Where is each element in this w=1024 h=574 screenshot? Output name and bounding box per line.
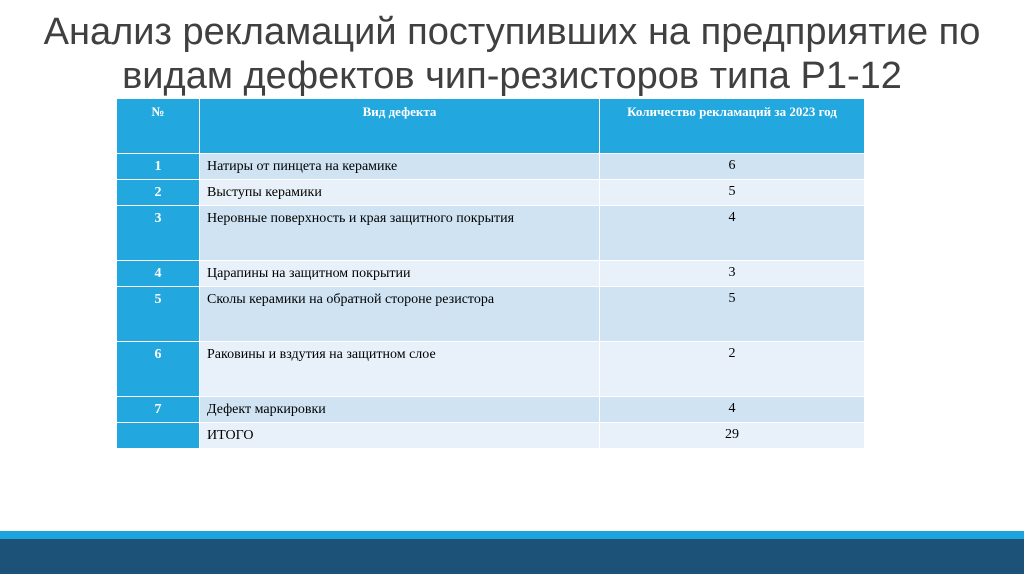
- row-defect: Натиры от пинцета на керамике: [200, 154, 600, 180]
- slide-title-line-2: видам дефектов чип-резисторов типа Р1-12: [122, 55, 902, 97]
- row-defect: Выступы керамики: [200, 180, 600, 206]
- table-row: [117, 397, 865, 423]
- row-count: 3: [600, 261, 865, 287]
- table-total-row: [117, 423, 865, 449]
- defects-table-container: [116, 98, 864, 449]
- header-number: №: [117, 99, 200, 154]
- slide-title: [20, 10, 1004, 98]
- footer-bar: [0, 539, 1024, 574]
- row-number: 3: [117, 206, 200, 261]
- row-defect: Неровные поверхность и края защитного покрытия: [200, 206, 600, 261]
- table-header-row: [117, 99, 865, 154]
- total-label: ИТОГО: [200, 423, 600, 449]
- row-number: 7: [117, 397, 200, 423]
- row-number: 2: [117, 180, 200, 206]
- footer-accent-bar: [0, 531, 1024, 539]
- defects-table: [116, 98, 865, 449]
- table-row: [117, 287, 865, 342]
- table-row: [117, 206, 865, 261]
- row-defect: Царапины на защитном покрытии: [200, 261, 600, 287]
- table-row: [117, 154, 865, 180]
- slide-title-line-1: Анализ рекламаций поступивших на предприятие по: [43, 11, 981, 53]
- row-count: 4: [600, 206, 865, 261]
- table-row: [117, 180, 865, 206]
- row-defect: Раковины и вздутия на защитном слое: [200, 342, 600, 397]
- row-count: 5: [600, 180, 865, 206]
- row-number: 1: [117, 154, 200, 180]
- row-defect: Дефект маркировки: [200, 397, 600, 423]
- total-count: 29: [600, 423, 865, 449]
- header-complaint-count: Количество рекламаций за 2023 год: [600, 99, 865, 154]
- total-number: [117, 423, 200, 449]
- header-defect-type: Вид дефекта: [200, 99, 600, 154]
- row-count: 4: [600, 397, 865, 423]
- row-count: 2: [600, 342, 865, 397]
- row-number: 4: [117, 261, 200, 287]
- table-row: [117, 342, 865, 397]
- row-count: 5: [600, 287, 865, 342]
- row-number: 5: [117, 287, 200, 342]
- row-count: 6: [600, 154, 865, 180]
- row-defect: Сколы керамики на обратной стороне резистора: [200, 287, 600, 342]
- table-row: [117, 261, 865, 287]
- row-number: 6: [117, 342, 200, 397]
